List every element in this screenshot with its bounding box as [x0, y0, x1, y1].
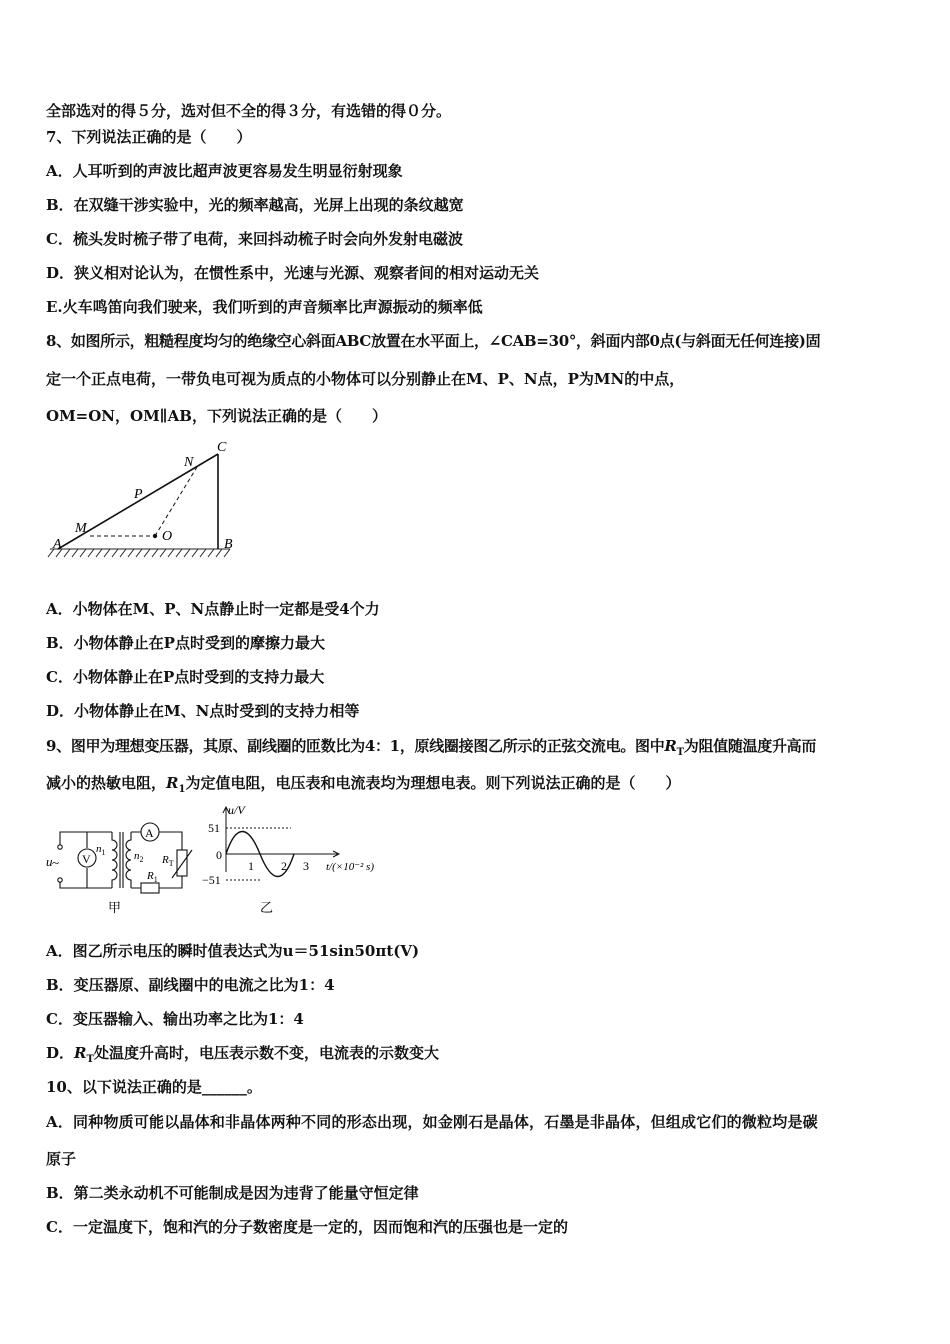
- rt-subscript: T: [676, 747, 684, 758]
- rt-symbol: R: [664, 737, 677, 755]
- q10-stem: 10、以下说法正确的是______。: [46, 1078, 262, 1096]
- y-axis-label: u/V: [228, 803, 245, 817]
- q8-option-b: B．小物体静止在P点时受到的摩擦力最大: [46, 634, 325, 652]
- label-b: B: [224, 537, 233, 552]
- q8-option-d: D．小物体静止在M、N点时受到的支持力相等: [46, 702, 360, 720]
- q9-stem-line2: [46, 773, 680, 800]
- r1-symbol: R: [166, 774, 179, 792]
- q7-stem: 7、下列说法正确的是（ ）: [46, 128, 252, 146]
- q9-figure-yi-voltage-graph: [200, 802, 400, 920]
- label-u: u: [46, 854, 53, 869]
- q10-option-c: C．一定温度下，饱和汽的分子数密度是一定的，因而饱和汽的压强也是一定的: [46, 1218, 568, 1236]
- label-o: O: [162, 529, 173, 544]
- q7-option-a: A．人耳听到的声波比超声波更容易发生明显衍射现象: [46, 162, 403, 180]
- source-terminal-bottom: [58, 878, 62, 882]
- q10-option-a-line2: 原子: [46, 1150, 77, 1168]
- q9-figure-jia: [44, 820, 204, 920]
- q8-option-a: A．小物体在M、P、N点静止时一定都是受4个力: [46, 600, 380, 618]
- y-tick-max: 51: [208, 821, 220, 835]
- primary-coil: [112, 832, 117, 888]
- q7-option-b: B．在双缝干涉实验中，光的频率越高，光屏上出现的条纹越宽: [46, 196, 464, 214]
- intro-line: 全部选对的得５分，选对但不全的得３分，有选错的得０分。: [46, 102, 452, 120]
- x-axis-label: t/(×10⁻² s): [326, 861, 374, 873]
- q10-option-a-line1: A．同种物质可能以晶体和非晶体两种不同的形态出现，如金刚石是晶体，石墨是非晶体，但组成它们的微粒均是碳: [46, 1113, 818, 1131]
- q9-option-b: B．变压器原、副线圈中的电流之比为1：4: [46, 976, 335, 994]
- x-tick-1: 1: [248, 859, 254, 873]
- thermistor-slash: [172, 850, 192, 878]
- label-a: A: [53, 537, 62, 552]
- secondary-coil: [126, 832, 131, 888]
- q8-option-c: C．小物体静止在P点时受到的支持力最大: [46, 668, 325, 686]
- charge-o-dot: [153, 534, 157, 538]
- q7-option-e: E.火车鸣笛向我们驶来，我们听到的声音频率比声源振动的频率低: [46, 298, 483, 316]
- x-tick-3: 3: [303, 859, 309, 873]
- figure-label-jia: 甲: [108, 900, 122, 915]
- label-r1: $R_1$: [147, 870, 158, 884]
- ground-hatching: [48, 549, 230, 557]
- label-n2: $n_2$: [134, 850, 144, 864]
- label-c: C: [217, 440, 227, 455]
- source-terminal-top: [58, 845, 62, 849]
- q8-incline-figure: [40, 436, 260, 566]
- q7-option-d: D．狭义相对论认为，在惯性系中，光速与光源、观察者间的相对运动无关: [46, 264, 540, 282]
- q9-option-d: [46, 1043, 439, 1070]
- q9-option-a: A．图乙所示电压的瞬时值表达式为u＝51sin50πt(V): [46, 942, 420, 960]
- q8-stem-line3: OM=ON，OM∥AB，下列说法正确的是（ ）: [46, 407, 387, 425]
- q9-d-prefix: D．: [46, 1044, 75, 1062]
- y-tick-zero: 0: [216, 848, 222, 862]
- label-m: M: [75, 521, 87, 536]
- label-n: N: [184, 455, 194, 470]
- q7-option-c: C．梳头发时梳子带了电荷，来回抖动梳子时会向外发射电磁波: [46, 230, 463, 248]
- q9-stem2-a: 减小的热敏电阻，: [46, 774, 167, 792]
- r1-subscript: 1: [178, 784, 186, 795]
- y-tick-min: −51: [202, 873, 221, 887]
- thermistor-rt: [177, 850, 187, 876]
- q9-stem2-b: 为定值电阻，电压表和电流表均为理想电表。则下列说法正确的是（ ）: [185, 774, 681, 792]
- label-tilde: ~: [52, 855, 60, 870]
- q9-stem1-b: 为阻值随温度升高而: [683, 737, 817, 755]
- figure-label-yi: 乙: [260, 900, 274, 915]
- q8-stem-line2: 定一个正点电荷，一带负电可视为质点的小物体可以分别静止在M、P、N点，P为MN的中点，: [46, 370, 685, 388]
- q9-d-rest: 处温度升高时，电压表示数不变，电流表的示数变大: [93, 1044, 439, 1062]
- q9-d-rt-symbol: R: [74, 1044, 87, 1062]
- q10-option-b: B．第二类永动机不可能制成是因为违背了能量守恒定律: [46, 1184, 419, 1202]
- label-ammeter: A: [145, 826, 154, 840]
- x-tick-2: 2: [281, 859, 287, 873]
- q9-option-c: C．变压器输入、输出功率之比为1：4: [46, 1010, 304, 1028]
- q9-d-rt-subscript: T: [86, 1054, 94, 1065]
- resistor-r1: [141, 883, 159, 893]
- q9-stem1-a: 9、图甲为理想变压器，其原、副线圈的匝数比为4：1，原线圈接图乙所示的正弦交流电。图中: [46, 737, 665, 755]
- line-on: [155, 467, 197, 536]
- q9-stem-line1: [46, 736, 816, 763]
- label-rt: $R_T$: [162, 854, 174, 868]
- label-voltmeter: V: [82, 852, 91, 866]
- label-p: P: [134, 487, 143, 502]
- q8-stem-line1: 8、如图所示，粗糙程度均匀的绝缘空心斜面ABC放置在水平面上，∠CAB=30°，斜面内部0点(与斜面无任何连接)固: [46, 332, 821, 350]
- label-n1: $n_1$: [96, 843, 106, 857]
